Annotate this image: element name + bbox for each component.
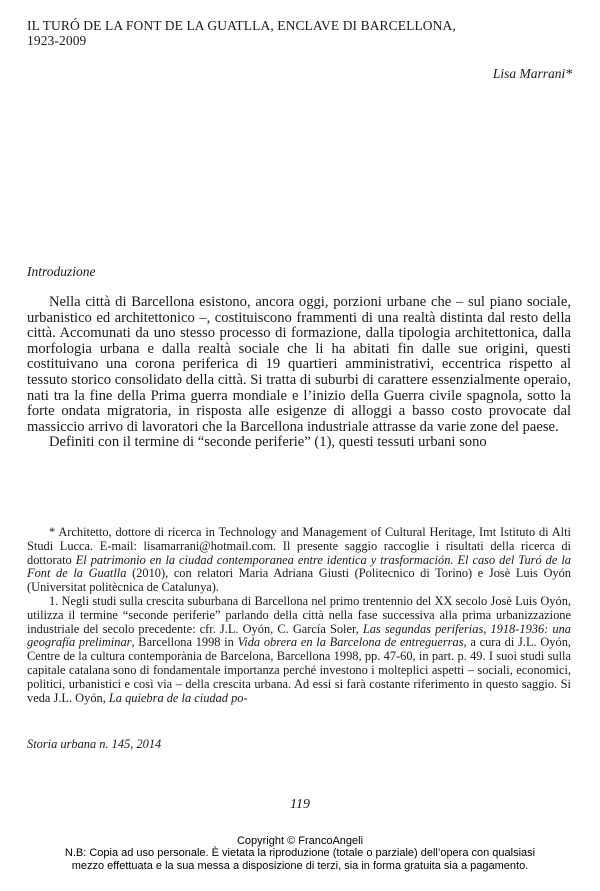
body-text bbox=[27, 295, 571, 451]
article-title bbox=[27, 18, 587, 48]
copyright-line-3: mezzo effettuata e la sua messa a disposizione di terzi, sia in forma gratuita sia a pagamento. bbox=[71, 859, 529, 872]
footnote-thesis-title: El patrimonio en la ciudad contemporanea entre identica y trasformación. El caso del Turó de la Font de la Guatlla bbox=[27, 552, 571, 581]
journal-citation: Storia urbana n. 145, 2014 bbox=[27, 737, 162, 751]
section-heading: Introduzione bbox=[27, 264, 96, 279]
article-title-line1: IL TURÓ DE LA FONT DE LA GUATLLA, ENCLAVE DI BARCELLONA, bbox=[27, 18, 456, 33]
copyright-line-1: Copyright © FrancoAngeli bbox=[236, 835, 364, 847]
footnote-author-text-a: * Architetto, dottore di ricerca in Technology and Management of Cultural Heritage, Imt Istituto di Alti Studi Lucca. E-mail: lisamarrani@hotmail.com. Il presente saggio raccoglie i risultati della ricerca di dottorato bbox=[27, 525, 571, 567]
body-paragraph-2: Definiti con il termine di “seconde periferie” (1), questi tessuti urbani sono bbox=[49, 434, 487, 451]
footnote-1-text-c: , a cura di J.L. Oyón, Centre de la cultura contemporània de Barcelona, Barcellona 1998, pp. 47-60, in part. p. 49. I suoi studi sulla capitale catalana sono di fondamentale importanza perché investono i molteplici aspetti – sociali, economici, politici, urbanistici e così via – della crescita urbana. Ad essi si farà costante riferimento in questo saggio. Si veda J.L. Oyón, bbox=[27, 635, 571, 705]
copyright-line-2: N.B: Copia ad uso personale. È vietata la riproduzione (totale o parziale) dell’opera con qualsiasi bbox=[64, 847, 536, 860]
footnote-1-text-a: 1. Negli studi sulla crescita suburbana di Barcellona nel primo trentennio del XX secolo Josè Luis Oyón, utilizza il termine “seconde periferie” parlando della città nella fase successiva alla prima urbanizzazione industriale del secolo precedente: cfr. J.L. Oyón, C. García Soler, bbox=[27, 593, 571, 636]
author-name: Lisa Marrani* bbox=[492, 66, 572, 81]
footnote-1-text-b: , Barcellona 1998 in bbox=[131, 635, 238, 650]
footnote-1-title-3: La quiebra de la ciudad po- bbox=[108, 690, 248, 705]
footnote-author bbox=[27, 526, 571, 595]
article-title-line2: 1923-2009 bbox=[27, 33, 87, 48]
copyright-notice bbox=[0, 835, 600, 872]
footnote-1 bbox=[27, 595, 571, 705]
page-number: 119 bbox=[290, 797, 310, 812]
footnote-1-title-1: Las segundas periferias, 1918-1936: una geografía preliminar bbox=[27, 621, 571, 650]
footnotes bbox=[27, 526, 571, 705]
footnote-1-title-2: Vida obrera en la Barcelona de entreguerras bbox=[237, 635, 464, 650]
body-paragraph-1: Nella città di Barcellona esistono, ancora oggi, porzioni urbane che – sul piano sociale, urbanistico ed architettonico –, costituiscono frammenti di una realtà distinta dal resto della città. Accomunati da uno stesso processo di formazione, dalla tipologia architettonica, dalla morfologia urbana e dalla realtà sociale che li ha abitati fin dalle sue origini, questi costituivano una corona periferica di 19 quartieri amministrativi, eccentrica rispetto al tessuto storico consolidato della città. Si tratta di suburbi di carattere essenzialmente operaio, nati tra la fine della Prima guerra mondiale e l’inizio della Guerra civile spagnola, sotto la forte ondata migratoria, in risposta alle esigenze di alloggi a basso costo provocate dal massiccio arrivo di lavoratori che la Barcellona industriale attrasse da varie zone del paese. bbox=[27, 294, 571, 435]
footnote-author-text-b: (2010), con relatori Maria Adriana Giusti (Politecnico di Torino) e Josè Luis Oyón (Universitat politècnica de Catalunya). bbox=[27, 566, 572, 595]
